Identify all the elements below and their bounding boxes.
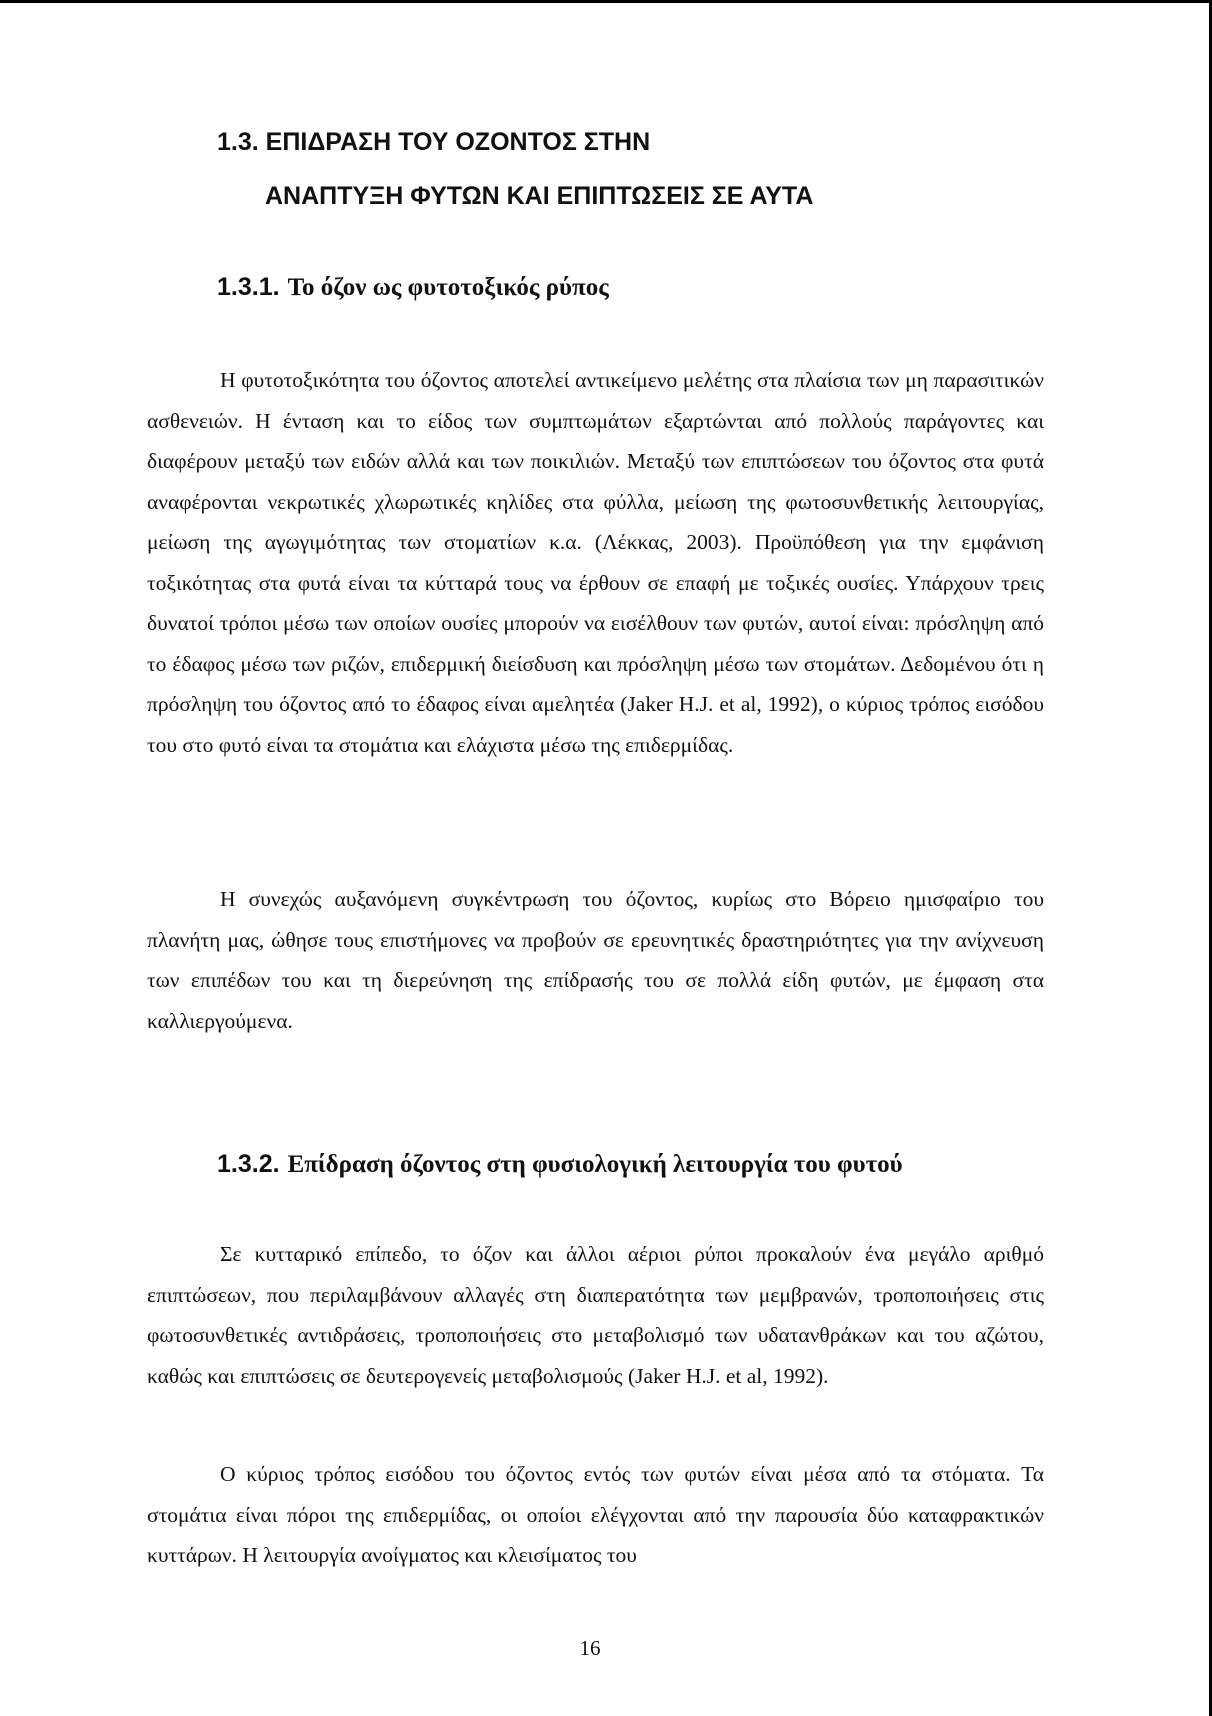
scan-border-top bbox=[0, 0, 1212, 3]
paragraph: Η συνεχώς αυξανόμενη συγκέντρωση του όζοντος, κυρίως στο Βόρειο ημισφαίριο του πλανήτη μας, ώθησε τους επιστήμονες να προβούν σε ερευνητικές δραστηριότητες για την ανίχνευση των επιπέδων του και τη διερεύνηση της επίδρασής του σε πολλά είδη φυτών, με έμφαση στα καλλιεργούμενα. bbox=[147, 887, 1044, 1033]
subsection-heading-2 bbox=[217, 1150, 903, 1179]
subsection-number: 1.3.1. bbox=[217, 273, 280, 301]
section-title-line2: ΑΝΑΠΤΥΞΗ ΦΥΤΩΝ ΚΑΙ ΕΠΙΠΤΩΣΕΙΣ ΣΕ ΑΥΤΑ bbox=[265, 182, 814, 210]
paragraph: Ο κύριος τρόπος εισόδου του όζοντος εντός των φυτών είναι μέσα από τα στόματα. Τα στομάτια είναι πόροι της επιδερμίδας, οι οποίοι ελέγχονται από την παρουσία δύο καταφρακτικών κυττάρων. Η λειτουργία ανοίγματος και κλεισίματος του bbox=[147, 1462, 1044, 1567]
paragraph: Σε κυτταρικό επίπεδο, το όζον και άλλοι αέριοι ρύποι προκαλούν ένα μεγάλο αριθμό επιπτώσεων, που περιλαμβάνουν αλλαγές στη διαπερατότητα των μεμβρανών, τροποποιήσεις στις φωτοσυνθετικές αντιδράσεις, τροποποιήσεις στο μεταβολισμό των υδατανθράκων και του αζώτου, καθώς και επιπτώσεις σε δευτερογενείς μεταβολισμούς (Jaker H.J. et al, 1992). bbox=[147, 1242, 1044, 1388]
section-title-line1: 1.3. ΕΠΙΔΡΑΣΗ ΤΟΥ ΟΖΟΝΤΟΣ ΣΤΗΝ bbox=[217, 128, 651, 156]
page-number: 16 bbox=[579, 1636, 601, 1660]
subsection-title: Το όζον ως φυτοτοξικός ρύπος bbox=[287, 274, 609, 301]
subsection-number: 1.3.2. bbox=[217, 1150, 280, 1178]
subsection-heading-1 bbox=[217, 273, 609, 302]
subsection-title: Επίδραση όζοντος στη φυσιολογική λειτουργία του φυτού bbox=[287, 1151, 903, 1178]
paragraph: Η φυτοτοξικότητα του όζοντος αποτελεί αντικείμενο μελέτης στα πλαίσια των μη παρασιτικών ασθενειών. Η ένταση και το είδος των συμπτωμάτων εξαρτώνται από πολλούς παράγοντες και διαφέρουν μεταξύ των ειδών αλλά και των ποικιλιών. Μεταξύ των επιπτώσεων του όζοντος στα φυτά αναφέρονται νεκρωτικές χλωρωτικές κηλίδες στα φύλλα, μείωση της φωτοσυνθετικής λειτουργίας, μείωση της αγωγιμότητας των στοματίων κ.α. (Λέκκας, 2003). Προϋπόθεση για την εμφάνιση τοξικότητας στα φυτά είναι τα κύτταρά τους να έρθουν σε επαφή με τοξικές ουσίες. Υπάρχουν τρεις δυνατοί τρόποι μέσω των οποίων ουσίες μπορούν να εισέλθουν των φυτών, αυτοί είναι: πρόσληψη από το έδαφος μέσω των ριζών, επιδερμική διείσδυση και πρόσληψη μέσω των στομάτων. Δεδομένου ότι η πρόσληψη του όζοντος από το έδαφος είναι αμελητέα (Jaker H.J. et al, 1992), ο κύριος τρόπος εισόδου του στο φυτό είναι τα στομάτια και ελάχιστα μέσω της επιδερμίδας. bbox=[147, 368, 1044, 757]
